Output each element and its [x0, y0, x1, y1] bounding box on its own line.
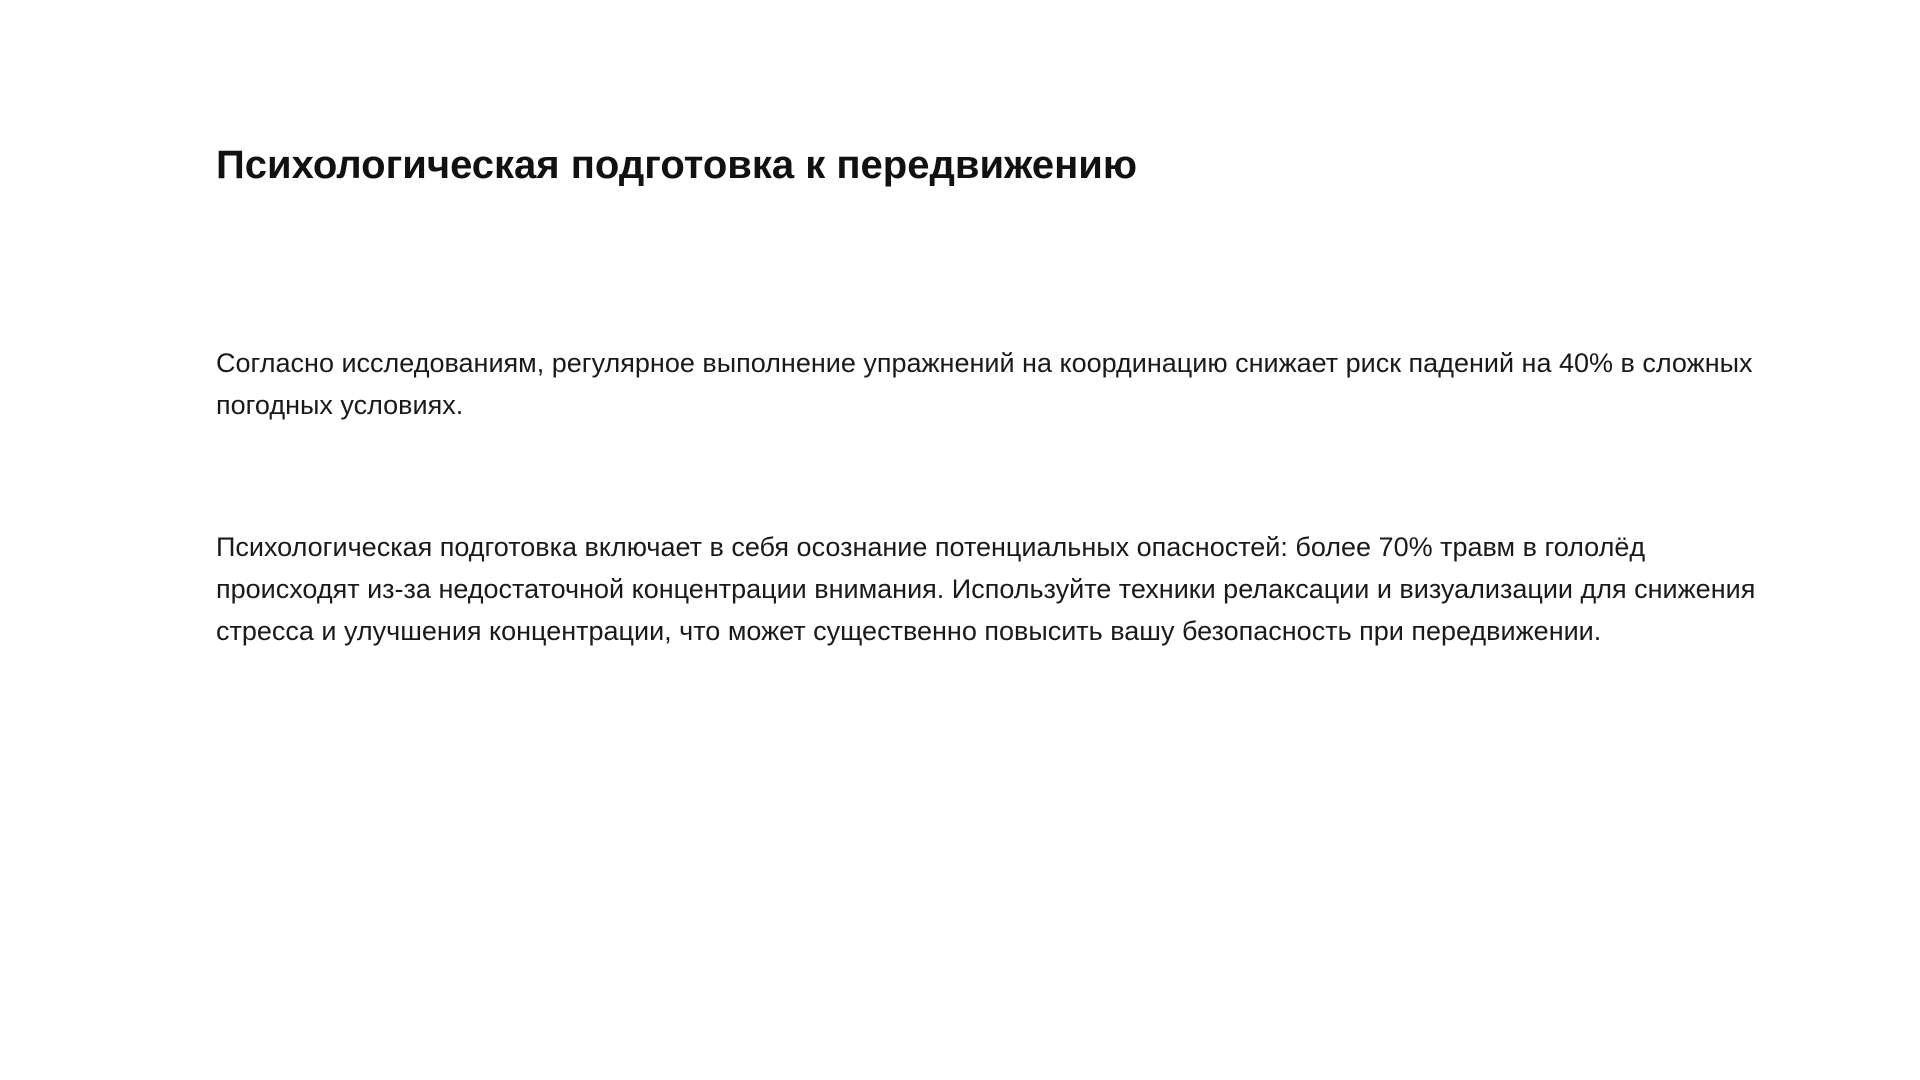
paragraph-coordination-research: Согласно исследованиям, регулярное выполнение упражнений на координацию снижает риск падений на 40% в сложных погодных условиях.: [216, 348, 1753, 420]
slide-title: Психологическая подготовка к передвижению: [216, 143, 1138, 187]
paragraph-psychological-preparation: Психологическая подготовка включает в себя осознание потенциальных опасностей: более 70% травм в гололёд происходят из-за недостаточной концентрации внимания. Используйте техники релаксации и визуализации для снижения стресса и улучшения концентрации, что может существенно повысить вашу безопасность при передвижении.: [216, 532, 1756, 646]
